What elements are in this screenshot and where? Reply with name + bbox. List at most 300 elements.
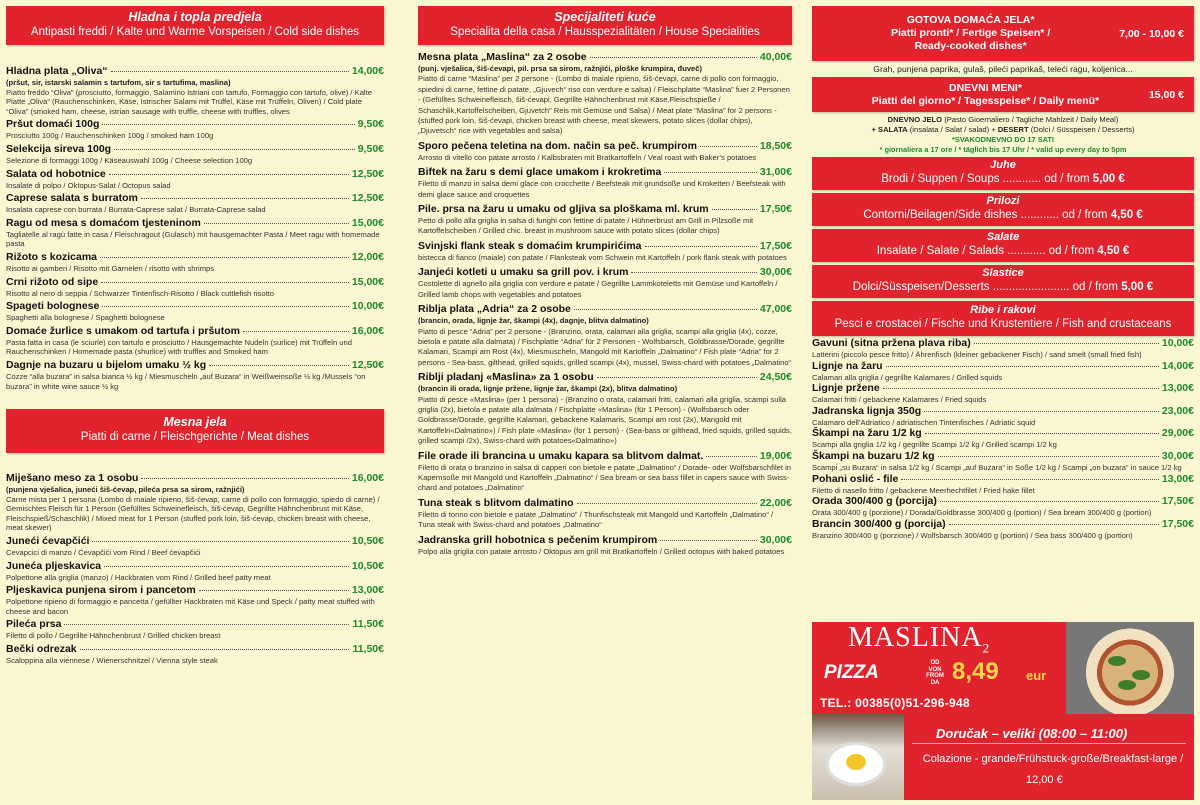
dot-leader <box>92 541 348 542</box>
menu-item-name: Jadranska lignja 350g <box>812 404 922 417</box>
menu-item <box>6 168 384 191</box>
menu-item-name: Juneća pljeskavica <box>6 559 102 572</box>
menu-item-name: Riblji pladanj «Maslina» za 1 osobu <box>418 371 594 384</box>
menu-item-line <box>6 325 384 338</box>
menu-item-name: Pile. prsa na žaru u umaku od gljiva sa ploškama ml. krum <box>418 203 709 216</box>
dot-leader <box>924 411 1159 412</box>
category-subtitle: Insalate / Salate / Salads ............ od / from <box>876 245 1095 257</box>
menu-item-line <box>6 535 384 548</box>
menu-item-contents: (pršut, sir, istarski salamin s tartufom, sir s tartufima, maslina) <box>6 78 231 87</box>
section-title: Ribe i rakovi <box>970 304 1036 316</box>
category-price: 4,50 € <box>1110 209 1143 221</box>
column-starters-meat <box>6 6 384 666</box>
menu-item-translation: Scaloppina alla viennese / Wienerschnitzel / Vienna style steak <box>6 656 218 666</box>
dot-leader <box>631 272 756 273</box>
dot-leader <box>974 343 1159 344</box>
dot-leader <box>199 590 349 591</box>
dot-leader <box>80 649 350 650</box>
menu-item-price: 10,00€ <box>351 300 384 313</box>
menu-item-price: 10,00€ <box>1161 337 1194 349</box>
daily-menu-subtitle: Piatti del giorno* / Tagesspeise* / Daily menü* <box>871 94 1100 107</box>
menu-item-name: Domaće žurlice s umakom od tartufa i pršutom <box>6 324 240 337</box>
menu-item-price: 19,00€ <box>759 449 792 462</box>
menu-item-name: Ragu od mesa s domaćom tjesteninom <box>6 216 201 229</box>
fish-list <box>812 337 1194 540</box>
menu-item <box>418 303 792 368</box>
menu-item-line <box>812 382 1194 395</box>
menu-item-price: 16,00€ <box>351 324 384 337</box>
pizza-currency: eur <box>1026 668 1047 683</box>
menu-item-line <box>418 140 792 153</box>
daily-salad-trans: (insalata / Salat / salad) + <box>907 125 998 134</box>
menu-item-price: 22,00€ <box>759 496 792 509</box>
menu-item <box>6 251 384 274</box>
menu-item-line <box>6 618 384 631</box>
menu-item <box>418 166 792 200</box>
menu-item <box>6 300 384 323</box>
category-3 <box>812 229 1194 262</box>
menu-item-line <box>812 360 1194 373</box>
dot-leader <box>574 309 757 310</box>
dot-leader <box>243 331 349 332</box>
dot-leader <box>925 433 1159 434</box>
menu-item-translation: Selezione di formaggi 100g / Käseauswahl 100g / Cheese selection 100g <box>6 155 253 165</box>
dot-leader <box>590 57 757 58</box>
menu-item-line <box>812 337 1194 350</box>
menu-item-translation: Piatto freddo “Oliva” (prosciutto, formaggio, Salamino Istriani con tartufo, Formaggio con tartufo, olive) / Kalte Platte „Oliva“ (Rauchenschinken, Käse, Istrischer Salami mit Trüffel, Käse mit Trüffeln, Oliven) / Cold plate “Oliva” (smoked ham, cheese, istrian sausage with truffle, cheese with truffles, olives <box>6 87 372 116</box>
category-title: Slastice <box>982 267 1024 279</box>
menu-item-price: 12,00€ <box>351 250 384 263</box>
menu-item-price: 12,50€ <box>351 358 384 371</box>
promo-banner <box>812 622 1194 800</box>
menu-item <box>6 535 384 558</box>
dot-leader <box>102 124 354 125</box>
menu-item-translation: Insalate di polpo / Oktopus-Salat / Octopus salad <box>6 180 171 190</box>
menu-item <box>812 450 1194 473</box>
breakfast-price: 12,00 € <box>1026 774 1063 786</box>
dot-leader <box>101 282 349 283</box>
menu-item-price: 17,50€ <box>759 239 792 252</box>
starters-list <box>6 65 384 391</box>
divider <box>912 743 1186 744</box>
menu-item-name: Biftek na žaru s demi glace umakom i krokretima <box>418 166 662 179</box>
menu-item-price: 14,00€ <box>351 65 384 77</box>
section-header-meat <box>6 409 384 453</box>
menu-item-translation: Polpettone alla griglia (manzo) / Hackbraten vom Rind / Grilled beef patty meat <box>6 572 271 582</box>
menu-item-name: Pljeskavica punjena sirom i pancetom <box>6 584 196 597</box>
menu-item-price: 13,00€ <box>351 584 384 597</box>
menu-item-translation: bistecca di fianco (maiale) con patate / Flanksteak vom Schwein mit Kartoffeln / pork flank steak with potatoes <box>418 252 787 262</box>
menu-item <box>812 382 1194 405</box>
menu-item <box>812 360 1194 383</box>
menu-item <box>418 140 792 163</box>
section-title: Specijaliteti kuće <box>554 10 656 24</box>
menu-item-price: 15,00€ <box>351 216 384 229</box>
menu-item-translation: Insalata caprese con burrata / Burrata-Caprese salat / Burrata-Caprese salad <box>6 205 266 215</box>
section-title: Hladna i topla predjela <box>128 10 262 24</box>
menu-item-price: 9,50€ <box>357 142 384 155</box>
menu-item-line <box>812 473 1194 486</box>
menu-item <box>812 473 1194 496</box>
pizza-image <box>1066 622 1194 714</box>
menu-item <box>418 203 792 237</box>
menu-item <box>6 217 384 249</box>
menu-item-name: Sporo pečena teletina na dom. način sa peč. krumpirom <box>418 139 697 152</box>
menu-item-translation: Filetto di nasello fritto / gebackene Meerhechtfilet / Fried hake fillet <box>812 485 1035 495</box>
menu-item-price: 11,50€ <box>352 618 384 631</box>
dot-leader <box>114 149 355 150</box>
menu-item-name: Caprese salata s burratom <box>6 192 138 205</box>
menu-item <box>6 143 384 166</box>
dot-leader <box>64 624 349 625</box>
menu-item-translation: Piatto di carne “Maslina” per 2 persone - (Lombo di maiale ripieno, šiš-ćevapi, carne di pollo con formaggio, spiedini di carne, fettine di patate, „Gjuvech“ riso con verdure e salsa) / Fleischplatte “Maslina” fuer 2 Personen - (Gefülltes Schweinefleisch, šiš-ćevapi, Gegrillte Hähnchenbrust mit Käse,Fleischspieße / Schaschlik,Kartoffelscheiben, Gjuvetch” Reis mit Gemüse und Salsa) / Meat plate “Maslina” for 2 persons - (stuffed pork loin, šiš-ćevapi, chicken breast with cheese, meat skewers, potato slices (dollar chips), „Djuvetsch“ rice with vegetables and salsa) <box>418 74 790 136</box>
daily-menu-line2 <box>812 125 1194 135</box>
dot-leader <box>712 209 757 210</box>
section-header-fish <box>812 301 1194 336</box>
menu-item-translation: Orata 300/400 g (porzione) / Dorada/Goldbrasse 300/400 g (portion) / Sea bream 300/400 g (portion) <box>812 508 1152 518</box>
menu-item-price: 30,00€ <box>759 533 792 546</box>
menu-item-line <box>6 276 384 289</box>
menu-item-translation: Scampi „su Buzara“ in salsa 1/2 kg / Scampi „auf Buzara“ in Soße 1/2 kg / Scampi „on buzara“ in sauce 1/2 kg <box>812 462 1182 472</box>
menu-item <box>418 497 792 531</box>
menu-item-price: 18,50€ <box>759 139 792 152</box>
menu-item-name: Selekcija sireva 100g <box>6 142 112 155</box>
menu-item-translation: Filetto di manzo in salsa demi glace con crocchette / Beefsteak mit grundsoße und Kroketten / Beefsteak with demi glace sauce and croquettes <box>418 179 786 199</box>
menu-item <box>812 405 1194 428</box>
menu-item-price: 31,00€ <box>759 166 792 179</box>
menu-item-translation: Piatto di pesce “Adria” per 2 persone - (Branzino, orata, calamari alla griglia, scampi alla griglia (4x), cozze, bietola e patate alla dalmata) / Fischplatte “Adria” für 2 Personen - Wolfsbarsch, Goldbrasse/Dorade, gegrillte Kalamari, Scampi am Rost (4x), Miesmuscheln, Mangold mit Kartoffeln „Dalmatino“ / Fish plate “Adria” for 2 persons - Sea-bass, gilthead, grilled squids, grilled scampi (4x), mussel, Swiss-chard with potatoes „Dalmatino“ <box>418 326 792 367</box>
menu-item <box>418 534 792 557</box>
menu-item-price: 12,50€ <box>351 192 384 205</box>
menu-item-translation: Cozze “alla buzara” in salsa bianca ½ kg / Miesmuscheln „auf Buzara“ in Weißweinsoße ½ kg /Mussels “on buzara” in white wine sauce ½ kg <box>6 371 366 391</box>
dot-leader <box>645 246 757 247</box>
dot-leader <box>938 456 1159 457</box>
category-4 <box>812 265 1194 298</box>
menu-item-contents: (brancin, orada, lignje žar, škampi (4x), dagnje, blitva dalmatino) <box>418 316 649 326</box>
menu-item-line <box>6 192 384 205</box>
menu-item-contents: (punjena vješalica, juneći šiš-ćevap, pileća prsa sa sirom, ražnjići) <box>6 485 245 495</box>
menu-item-line <box>812 427 1194 440</box>
menu-item-price: 9,50€ <box>357 118 384 131</box>
menu-item-line <box>6 118 384 131</box>
category-list <box>812 157 1194 298</box>
daily-dessert-trans: (Dolci / Süsspeisen / Desserts) <box>1028 125 1135 134</box>
breakfast-image <box>812 714 904 800</box>
menu-item-price: 13,00€ <box>1161 382 1194 395</box>
menu-item-translation: Filetto di pollo / Gegrillte Hähnchenbrust / Grilled chicken breast <box>6 631 221 641</box>
menu-item <box>6 118 384 141</box>
menu-item-translation: Scampi alla griglia 1/2 kg / gegrillte Scampi 1/2 kg / Grilled scampi 1/2 kg <box>812 440 1057 450</box>
menu-item-name: Jadranska grill hobotnica s pečenim krumpirom <box>418 533 658 546</box>
menu-item-translation: Pasta fatta in casa (le sciurle) con tartufo e prosciutto / Hausgemachte Nudeln (surlice) mit Trüffeln und Rauchenschinken / Homemade pasta (shurlice) with truffles and Smoked ham <box>6 337 352 357</box>
dot-leader <box>100 257 349 258</box>
menu-item-line <box>6 472 384 485</box>
menu-item-price: 29,00€ <box>1161 427 1194 440</box>
meat-list <box>6 472 384 666</box>
menu-item-name: Juneći ćevapčići <box>6 535 90 548</box>
menu-item-translation: Polpettone ripieno di formaggio e pancetta / gefüllter Hackbraten mit Käse und Speck / patty meat stuffed with cheese and bacon <box>6 597 375 616</box>
dot-leader <box>949 524 1159 525</box>
category-title: Juhe <box>990 159 1016 171</box>
menu-item <box>418 240 792 263</box>
menu-item-line <box>418 266 792 279</box>
section-subtitle: Specialita della casa / Hausspezialitäten / House Specialities <box>450 26 760 38</box>
menu-item-line <box>6 584 384 597</box>
dot-leader <box>901 479 1159 480</box>
menu-item-price: 30,00€ <box>1161 449 1194 462</box>
menu-item <box>812 337 1194 360</box>
category-line <box>816 280 1190 295</box>
category-2 <box>812 193 1194 226</box>
menu-item <box>6 560 384 583</box>
menu-item-translation: Cevapcici di manzo / Ćevapčići vom Rind / Beef ćevapčići <box>6 548 201 558</box>
ready-dishes-box <box>812 6 1194 61</box>
menu-item-translation: Prosciutto 100g / Rauchenschinken 100g / smoked ham 100g <box>6 131 214 141</box>
menu-item-line <box>418 534 792 547</box>
dot-leader <box>577 503 757 504</box>
menu-item <box>418 266 792 300</box>
menu-item-translation: Risotto ai gamberi / Risotto mit Garnelen / risotto with shrimps <box>6 263 215 273</box>
breakfast-subtitle: Colazione - grande/Frühstuck-große/Breakfast-large / <box>922 753 1184 765</box>
section-subtitle: Pesci e crostacei / Fische und Krustentiere / Fish and crustaceans <box>834 318 1172 330</box>
category-title: Prilozi <box>986 195 1020 207</box>
menu-item-line <box>418 450 792 463</box>
pizza-price: 8,49 <box>952 658 999 685</box>
menu-item-translation: Spaghetti alla bolognese / Spaghetti bolognese <box>6 313 165 323</box>
menu-item-translation: Calamari fritti / gebackene Kalamares / Fried squids <box>812 395 987 405</box>
menu-item-translation: Risotto al nero di seppia / Schwarzer Tintenfisch-Risotto / Black cuttlefish risotto <box>6 288 275 298</box>
menu-item-name: Miješano meso za 1 osobu <box>6 472 139 485</box>
pizza-from-label: OD VON FROM DA <box>926 660 944 686</box>
menu-item-price: 23,00€ <box>1161 404 1194 417</box>
menu-item-translation: Filetto di orata o branzino in salsa di capperi con bietole e patate „Dalmatino“ / Dorade- oder Wolfsbarschfilet in Kapernsoße mit Mangold und Kartoffeln „Dalmatino“ / Sea bream or sea bass fillet in capers sauce with Swiss-chard and potatoes „Dalmatino“ <box>418 462 791 493</box>
category-line <box>816 208 1190 223</box>
menu-item-name: Spageti bolognese <box>6 300 100 313</box>
menu-item-price: 17,50€ <box>1161 495 1194 508</box>
section-subtitle: Piatti di carne / Fleischgerichte / Meat dishes <box>80 431 310 444</box>
dot-leader <box>883 388 1159 389</box>
menu-item-name: Pršut domaći 100g <box>6 118 100 131</box>
menu-item-name: Hladna plata „Oliva“ <box>6 65 108 77</box>
section-header-specialities <box>418 6 792 45</box>
daily-menu-title: DNEVNI MENI* <box>949 81 1022 94</box>
menu-item-name: Pileća prsa <box>6 618 62 631</box>
menu-item-price: 24,50€ <box>759 371 792 384</box>
menu-item-price: 10,50€ <box>351 535 384 548</box>
dot-leader <box>102 306 349 307</box>
menu-item-translation: Latterini (piccolo pesce fritto) / Ährenfisch (kleiner gebackener Fisch) / sand smelt (small fried fish) <box>812 350 1142 359</box>
menu-item-name: Rižoto s kozicama <box>6 250 98 263</box>
dot-leader <box>111 71 349 72</box>
menu-item-translation: Tagliatelle al ragù fatte in casa / Fleischragout (Gulasch) mit hausgemachter Pasta / Meet ragu with homemade pasta <box>6 229 380 249</box>
menu-item-name: Svinjski flank steak s domaćim krumpirićima <box>418 239 642 252</box>
menu-item-line <box>812 495 1194 508</box>
menu-item-line <box>6 643 384 656</box>
menu-item-translation: Piatto di pesce «Maslina» (per 1 persona) - (Branzino o orata, calamari fritti, calamari alla griglia, scampi sulla griglia (2x), bietola e patate alla dalmata / Fischplatte «Maslina» (für 1 Person) - (Wolfsbarsch oder Goldbrasse/Dorade, gegrillte Kalamari, gebackene Kalamaris, Scampi am rost (2x), Mangold mit Kartoffeln«Dalmatino») / Fish plate «Maslina» (for 1 person) - (Sea-bass or gilthead, fried squids, grilled squids, grilled scampi /2x), Swiss-chard with potatoes«Dalmatino») <box>418 394 792 446</box>
pizza-label: PIZZA <box>824 662 879 683</box>
menu-item-translation: Costolette di agnello alla griglia con verdure e patate / Gegrillte Lammkoteletts mit Gemüse und Kartoffeln / Grilled lamb chops with vegetables and potatoes <box>418 279 778 299</box>
ready-dishes-label <box>822 14 1119 53</box>
dot-leader <box>141 198 349 199</box>
daily-menu-price: 15,00 € <box>1148 88 1184 101</box>
menu-item-price: 30,00€ <box>759 266 792 279</box>
ready-dishes-desc: Grah, punjena paprika, gulaš, pileći paprikaš, teleći ragu, koljenica... <box>873 64 1133 74</box>
phone-number: TEL.: 00385(0)51-296-948 <box>820 696 970 710</box>
menu-item-price: 10,50€ <box>351 559 384 572</box>
dot-leader <box>141 478 348 479</box>
menu-item-translation: Calamari alla griglia / gegrillte Kalamares / Grilled squids <box>812 372 1003 382</box>
menu-item-price: 12,50€ <box>351 167 384 180</box>
menu-item-name: Lignje na žaru <box>812 359 883 372</box>
daily-main: DNEVNO JELO <box>887 115 943 124</box>
category-price: 5,00 € <box>1092 173 1125 185</box>
menu-item-name: Brancin 300/400 g (porcija) <box>812 517 946 530</box>
ready-dishes-subtitle2: Ready-cooked dishes* <box>914 40 1027 52</box>
menu-item-price: 40,00€ <box>759 51 792 63</box>
menu-item-contents: (punj. vješalica, šiš-ćevapi, pil. prsa sa sirom, ražnjići, ploške krumpira, đuveč) <box>418 64 703 73</box>
menu-item-line <box>6 168 384 181</box>
menu-item-name: Dagnje na buzaru u bijelom umaku ½ kg <box>6 358 207 371</box>
column-house-specialities <box>418 6 792 557</box>
menu-item <box>6 65 384 116</box>
daily-menu-note2: * giornaliera a 17 ore / * täglich bis 17 Uhr / * valid up every day to 5pm <box>879 144 1127 154</box>
category-line <box>816 244 1190 259</box>
category-1 <box>812 157 1194 190</box>
menu-item <box>6 276 384 299</box>
menu-item <box>6 472 384 533</box>
menu-item-line <box>812 450 1194 463</box>
ready-dishes-price: 7,00 - 10,00 € <box>1119 27 1184 40</box>
menu-item-name: Mesna plata „Maslina“ za 2 osobe <box>418 51 587 63</box>
menu-item-translation: Filetto di tonno con bietole e patate „Dalmatino“ / Thunfischsteak mit Mangold und Kartoffeln „Dalmatino“ / Tuna steak with Swiss-chard and potatoes „Dalmatino“ <box>418 509 774 530</box>
brand-number: 2 <box>982 640 991 656</box>
category-subtitle: Dolci/Süsspeisen/Desserts ........................ od / from <box>852 281 1119 293</box>
specialities-list <box>418 51 792 557</box>
menu-item-name: File orade ili brancina u umaku kapara sa blitvom dalmat. <box>418 449 704 462</box>
section-header-starters <box>6 6 384 45</box>
menu-item-name: Škampi na buzaru 1/2 kg <box>812 449 935 462</box>
menu-item-price: 15,00€ <box>351 275 384 288</box>
menu-item <box>418 371 792 446</box>
menu-item-name: Salata od hobotnice <box>6 167 106 180</box>
menu-item-line <box>418 497 792 510</box>
dot-leader <box>664 172 757 173</box>
menu-item-name: Pohani oslić - file <box>812 472 899 485</box>
menu-item-name: Tuna steak s blitvom dalmatino <box>418 496 574 509</box>
dot-leader <box>109 174 349 175</box>
category-subtitle: Brodi / Suppen / Soups ............ od / from <box>881 173 1090 185</box>
dot-leader <box>209 365 349 366</box>
daily-menu-label <box>822 82 1149 108</box>
category-price: 4,50 € <box>1097 245 1130 257</box>
menu-item <box>418 450 792 494</box>
menu-item-line <box>6 65 384 78</box>
menu-item-line <box>418 303 792 316</box>
menu-item-line <box>812 518 1194 531</box>
menu-item-translation: Carne mista per 1 persona (Lombo di maiale ripieno, šiš-ćevap, carne di pollo con formaggio, spiedo di carne) / Gemischtes Fleisch für 1 Person (Gefülltes Schweinefleisch, šiš-ćevap, Gegrillte Hähnchenbrust mit Käse, Fleischspieß/Schaschlik) / Mixed meat for 1 Person (stuffed pork loin, šiš-ćevap, chicken breast with cheese, meat skewer) <box>6 494 380 533</box>
menu-item-name: Riblja plata „Adria“ za 2 osobe <box>418 303 571 316</box>
menu-item-line <box>418 240 792 253</box>
menu-item-price: 17,50€ <box>759 203 792 216</box>
dot-leader <box>204 223 349 224</box>
menu-item-price: 16,00€ <box>351 472 384 485</box>
menu-item <box>6 359 384 391</box>
breakfast-title: Doručak – veliki (08:00 – 11:00) <box>936 726 1128 741</box>
menu-item <box>418 51 792 137</box>
brand-name: MASLINA <box>848 622 983 653</box>
menu-item-line <box>812 405 1194 418</box>
menu-item-price: 17,50€ <box>1161 517 1194 530</box>
dot-leader <box>886 366 1159 367</box>
category-price: 5,00 € <box>1121 281 1154 293</box>
menu-item-translation: Arrosto di vitello con patate arrosto / Kalbsbraten mit Bratkartoffeln / Veal roast with Baker’s potatoes <box>418 152 757 162</box>
menu-item-line <box>6 560 384 573</box>
ready-dishes-subtitle: Piatti pronti* / Fertige Speisen* / <box>890 27 1051 39</box>
menu-item-name: Gavuni (sitna pržena plava riba) <box>812 337 971 349</box>
menu-item-name: Crni rižoto od sipe <box>6 275 99 288</box>
menu-item-line <box>6 217 384 230</box>
menu-item <box>812 495 1194 518</box>
menu-item-name: Lignje pržene <box>812 382 880 395</box>
dot-leader <box>660 540 757 541</box>
menu-item <box>6 643 384 666</box>
menu-item-line <box>418 166 792 179</box>
column-ready-daily-fish <box>812 6 1194 540</box>
daily-main-trans: (Pasto Gioernaliero / Tagliche Mahlzeit / Daily Meal) <box>942 115 1119 124</box>
section-title: Mesna jela <box>163 415 227 430</box>
menu-item <box>6 618 384 641</box>
daily-menu-box <box>812 77 1194 112</box>
menu-item-translation: Calamaro dell’Adriatico / adriatischen Tintenfisches / Adriatic squid <box>812 417 1036 427</box>
daily-menu-note1: *SVAKODNEVNO DO 17 SATI <box>952 135 1054 144</box>
category-title: Salate <box>986 231 1020 243</box>
menu-item-line <box>6 359 384 372</box>
menu-item-name: Škampi na žaru 1/2 kg <box>812 427 922 440</box>
daily-salad: + SALATA <box>871 125 908 134</box>
menu-item-price: 13,00€ <box>1161 472 1194 485</box>
menu-item <box>6 325 384 357</box>
dot-leader <box>104 566 349 567</box>
menu-item-price: 14,00€ <box>1161 359 1194 372</box>
menu-item-line <box>418 203 792 216</box>
daily-dessert: DESERT <box>997 125 1029 134</box>
menu-item-translation: Polpo alla griglia con patate arrosto / Oktopus am grill mit Bratkartoffeln / Grilled octopus with baked potatoes <box>418 546 785 556</box>
ready-dishes-title: GOTOVA DOMAĆA JELA* <box>906 14 1035 26</box>
dot-leader <box>940 501 1159 502</box>
dot-leader <box>700 146 757 147</box>
section-subtitle: Antipasti freddi / Kalte und Warme Vorspeisen / Cold side dishes <box>30 26 360 38</box>
menu-item-name: Orada 300/400 g (porcija) <box>812 495 937 508</box>
menu-item <box>812 518 1194 541</box>
menu-item-line <box>6 251 384 264</box>
menu-item <box>6 584 384 616</box>
menu-item-name: Bečki odrezak <box>6 643 77 656</box>
category-subtitle: Contorni/Beilagen/Side dishes ............ od / from <box>863 209 1108 221</box>
daily-menu-line1 <box>812 115 1194 125</box>
menu-item-name: Janjeći kotleti u umaku sa grill pov. i krum <box>418 266 629 279</box>
menu-item <box>812 427 1194 450</box>
category-line <box>816 172 1190 187</box>
dot-leader <box>597 377 757 378</box>
menu-item-contents: (brancin ili orada, lignje pržene, lignje žar, škampi (2x), blitva dalmatino) <box>418 384 678 394</box>
menu-item-line <box>418 51 792 64</box>
dot-leader <box>706 456 757 457</box>
brand-logo <box>848 622 990 657</box>
menu-item-translation: Branzino 300/400 g (porzione) / Wolfsbarsch 300/400 g (portion) / Sea bass 300/400 g (portion) <box>812 530 1133 540</box>
menu-item-price: 47,00€ <box>759 303 792 316</box>
menu-item <box>6 192 384 215</box>
menu-item-translation: Petto di pollo alla griglia in salsa di funghi con fettine di patate / Hühnerbrust am Grill in Pilzsoße mit Kartoffelscheiben / Grilled chic. breast in mushroom sauce with potato slices (dollar chips) <box>418 216 754 236</box>
